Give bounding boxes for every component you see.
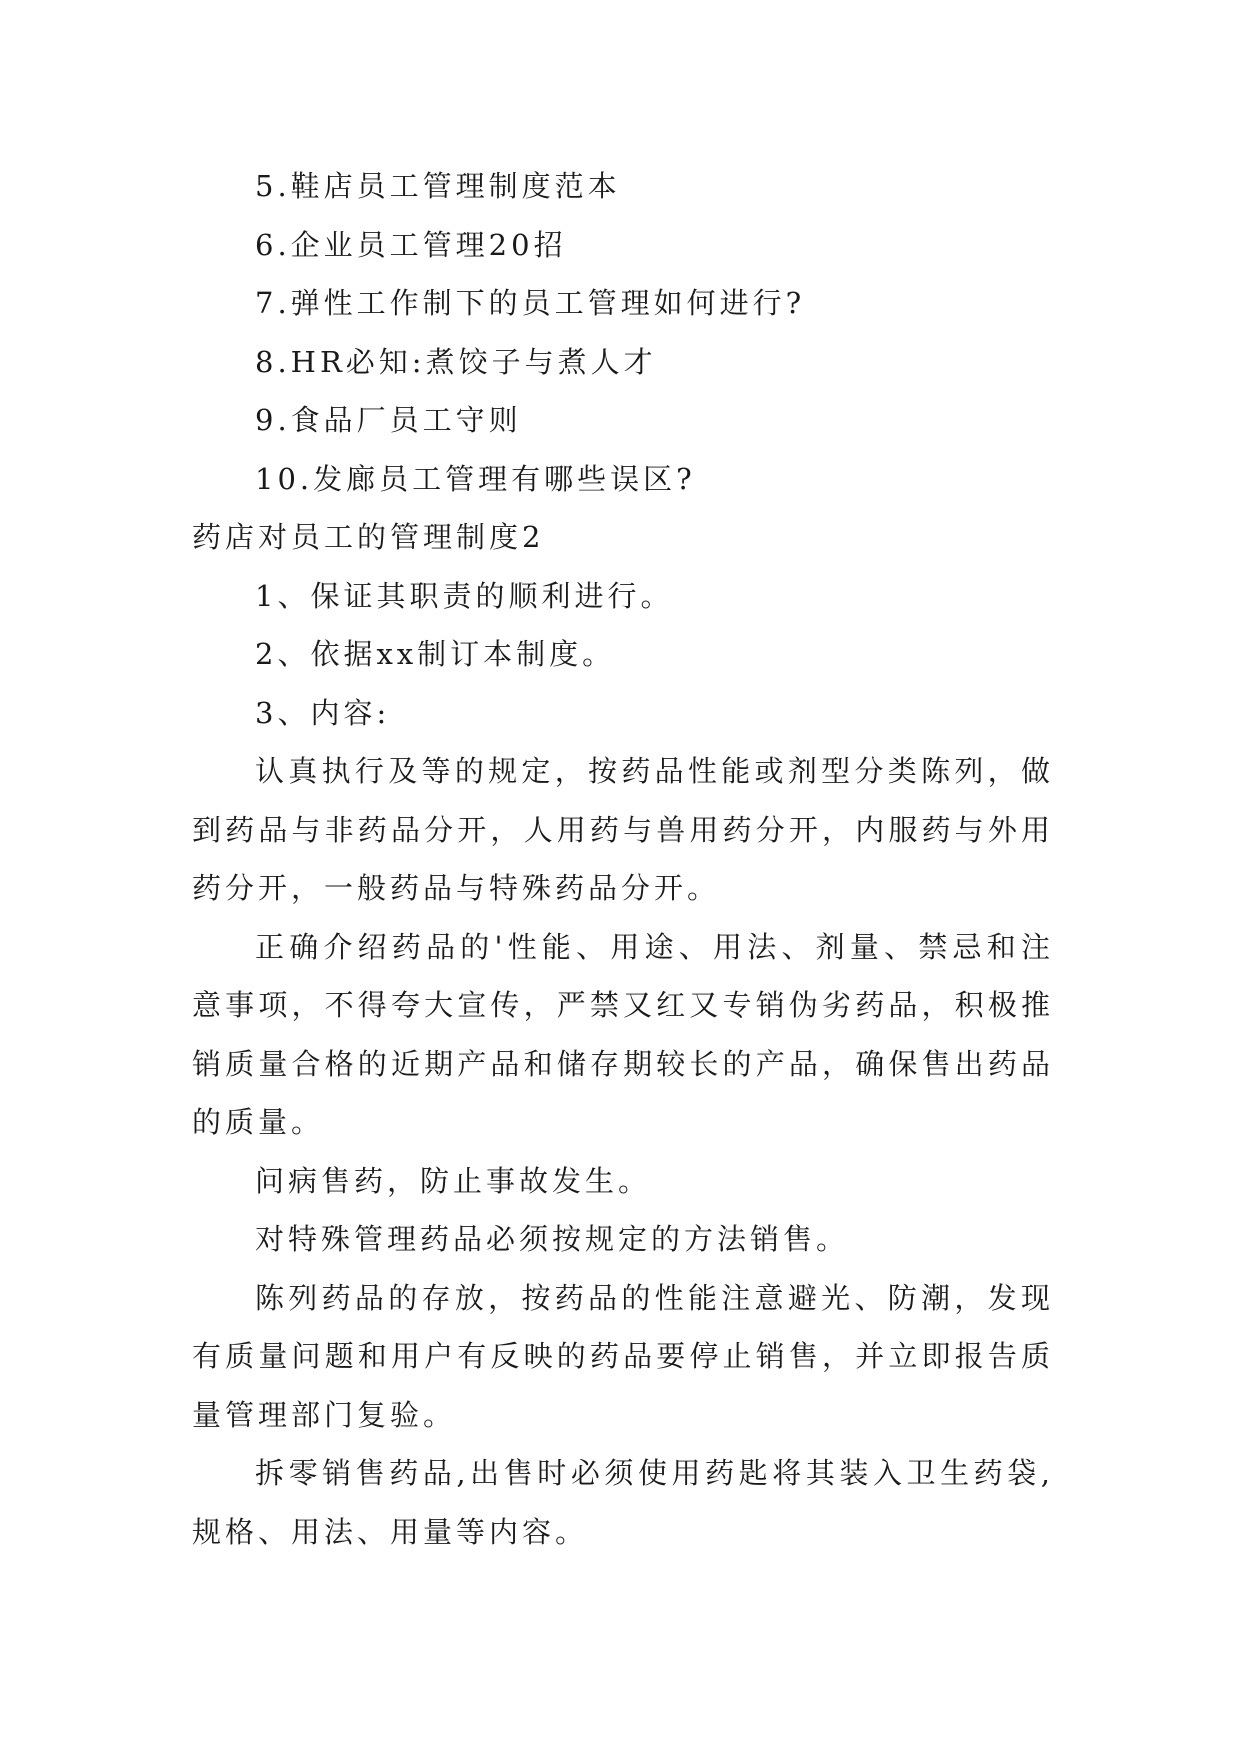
section-heading: 药店对员工的管理制度2 — [192, 520, 545, 554]
body-paragraph: 陈列药品的存放，按药品的性能注意避光、防潮，发现有质量问题和用户有反映的药品要停止销售，并立即报告质量管理部门复验。 — [192, 1280, 1054, 1432]
list-item: 5.鞋店员工管理制度范本 — [255, 169, 621, 203]
body-paragraph: 正确介绍药品的'性能、用途、用法、剂量、禁忌和注意事项，不得夸大宣传，严禁又红又专销伪劣药品，积极推销质量合格的近期产品和储存期较长的产品，确保售出药品的质量。 — [192, 929, 1054, 1139]
numbered-point: 1、保证其职责的顺利进行。 — [255, 578, 674, 613]
numbered-point: 2、依据xx制订本制度。 — [255, 637, 616, 671]
body-paragraph: 认真执行及等的规定，按药品性能或剂型分类陈列，做到药品与非药品分开，人用药与兽用药分开，内服药与外用药分开，一般药品与特殊药品分开。 — [192, 754, 1054, 905]
document-body — [192, 157, 1054, 1561]
body-paragraph: 问病售药，防止事故发生。 — [255, 1163, 652, 1198]
body-paragraph: 对特殊管理药品必须按规定的方法销售。 — [255, 1222, 850, 1256]
body-paragraph: 拆零销售药品,出售时必须使用药匙将其装入卫生药袋,规格、用法、用量等内容。 — [192, 1456, 1054, 1549]
list-item: 6.企业员工管理20招 — [255, 227, 567, 262]
list-item: 10.发廊员工管理有哪些误区? — [255, 461, 696, 496]
list-item: 9.食品厂员工守则 — [255, 403, 522, 437]
list-item: 7.弹性工作制下的员工管理如何进行? — [255, 286, 806, 320]
numbered-point: 3、内容: — [255, 695, 391, 730]
list-item: 8.HR必知:煮饺子与煮人才 — [255, 344, 657, 379]
